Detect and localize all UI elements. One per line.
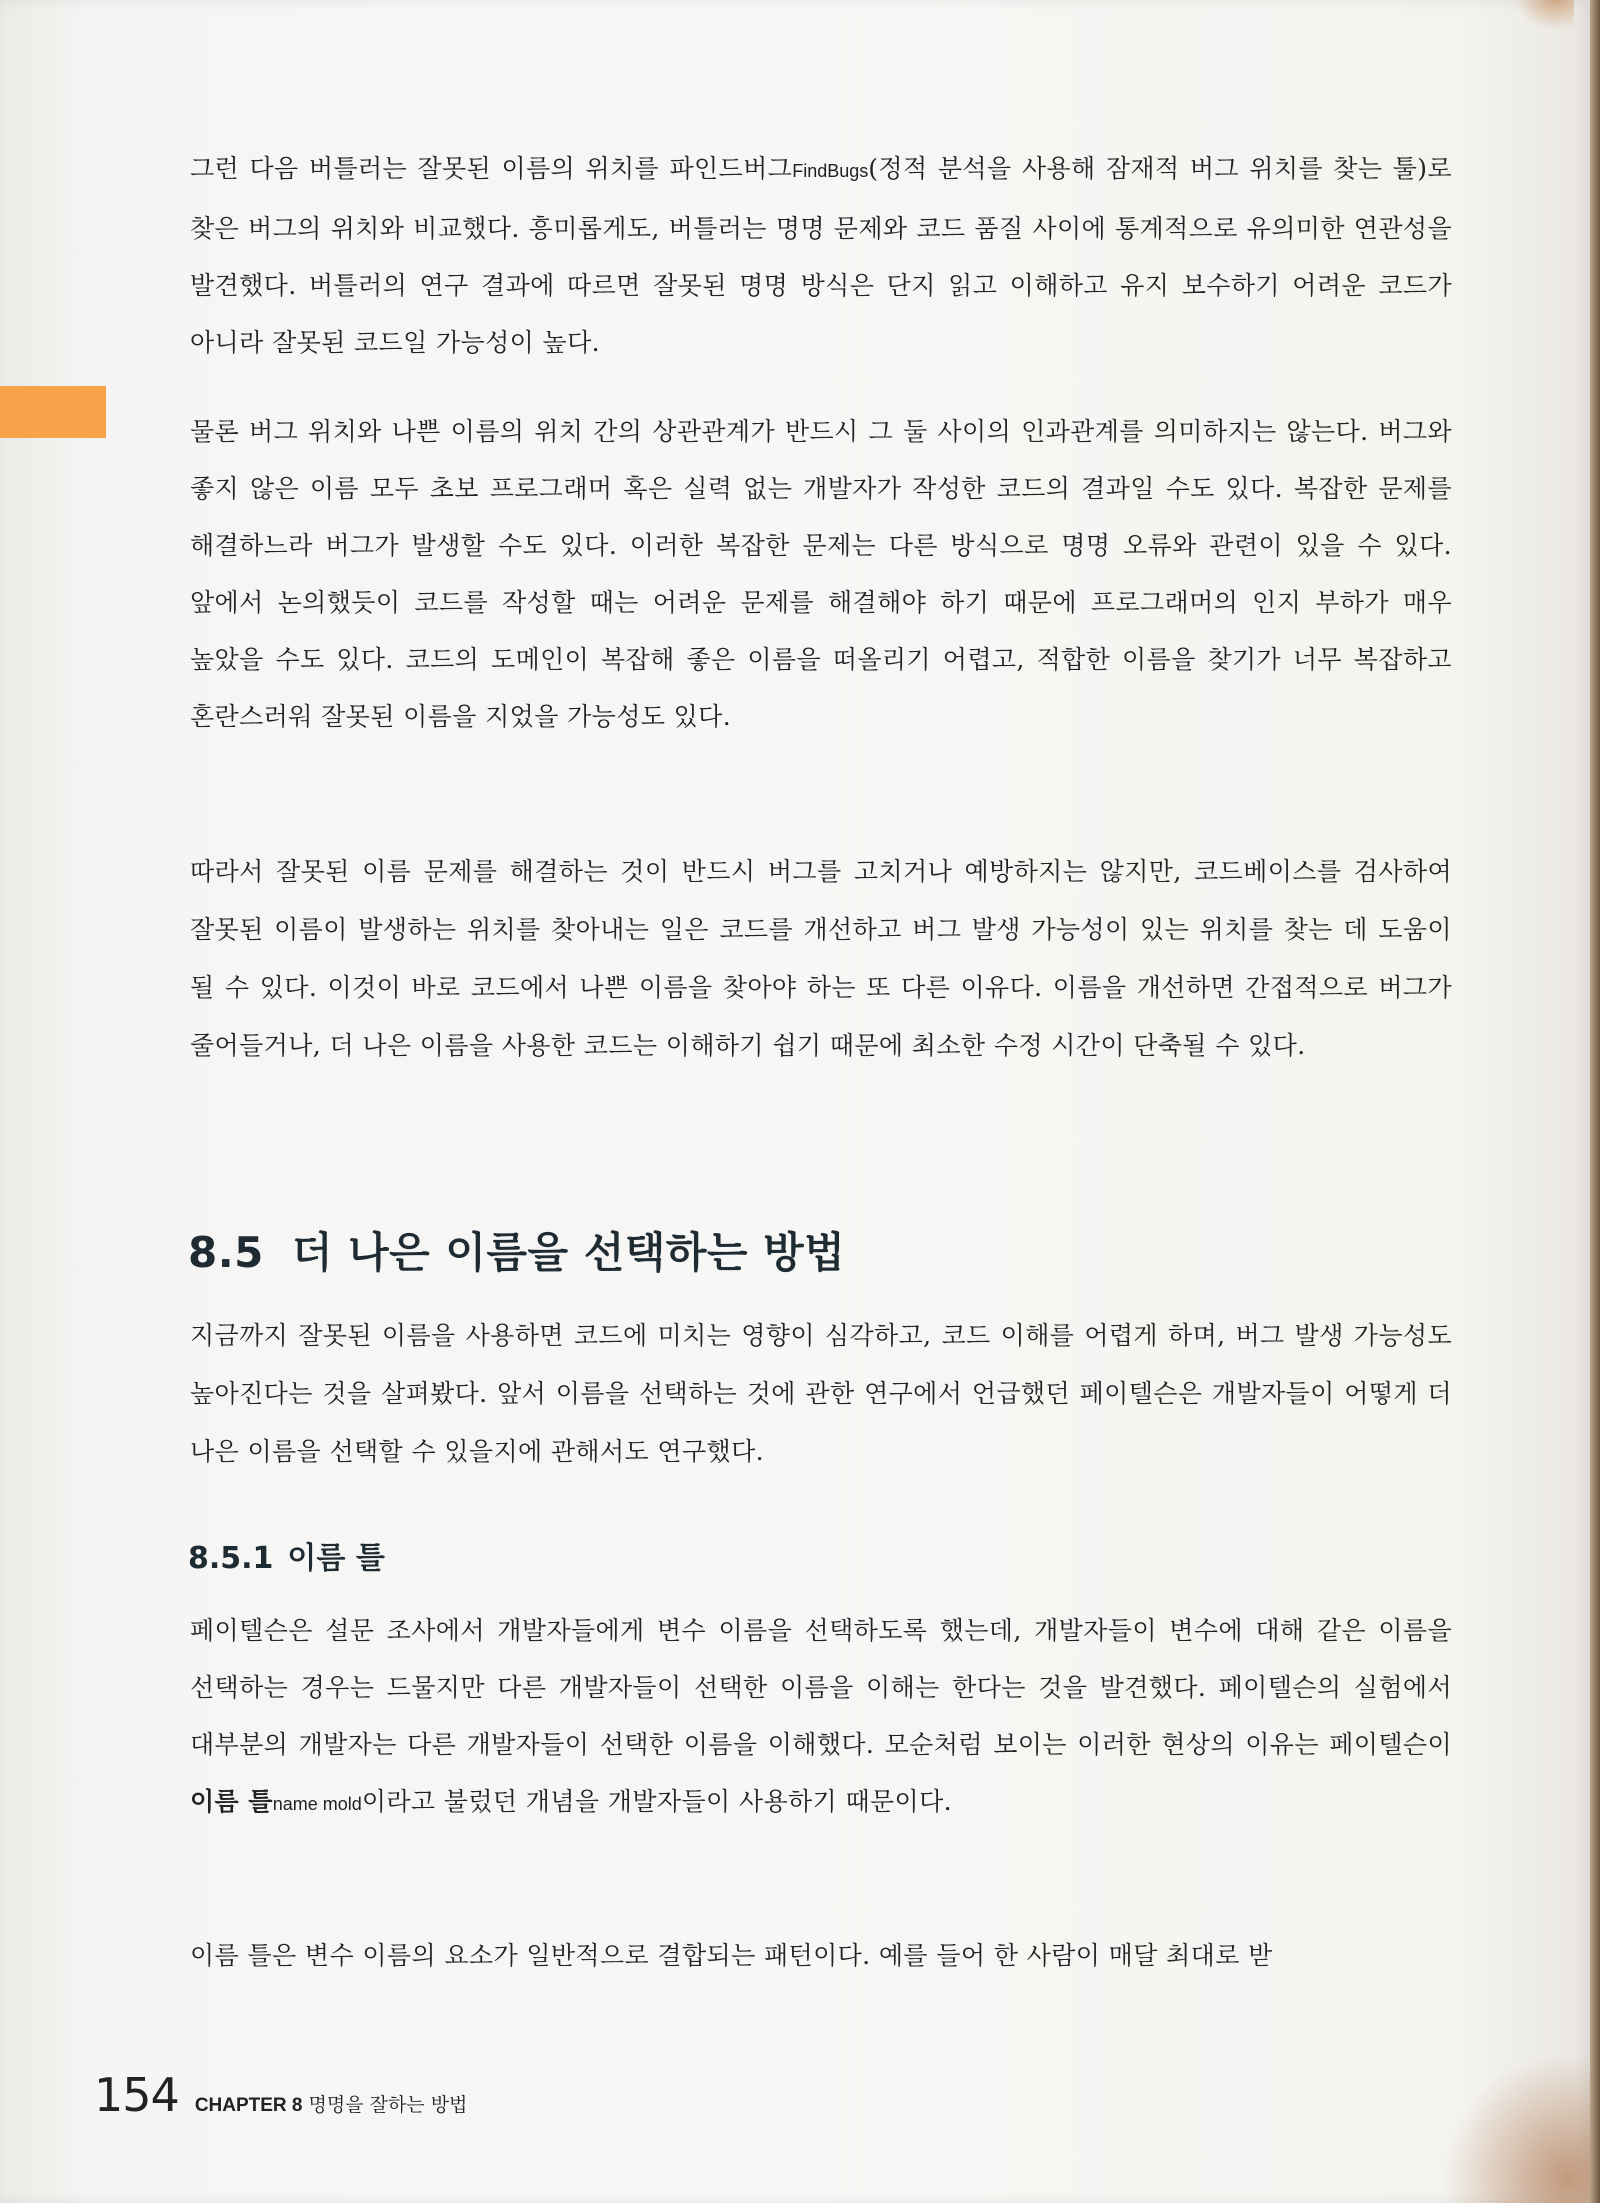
- chapter-title: 명명을 잘하는 방법: [308, 2094, 468, 2116]
- subsection-number: 8.5.1: [188, 1541, 274, 1576]
- page-stain-top: [1514, 0, 1574, 30]
- paragraph-2: 물론 버그 위치와 나쁜 이름의 위치 간의 상관관계가 반드시 그 둘 사이의 인과관계를 의미하지는 않는다. 버그와 좋지 않은 이름 모두 초보 프로그래머 혹은 실력 없는 개발자가 작성한 코드의 결과일 수도 있다. 복잡한 문제를 해결하느라 버그가 발생할 수도 있다. 이러한 복잡한 문제는 다른 방식으로 명명 오류와 관련이 있을 수 있다. 앞에서 논의했듯이 코드를 작성할 때는 어려운 문제를 해결해야 하기 때문에 프로그래머의 인지 부하가 매우 높았을 수도 있다. 코드의 도메인이 복잡해 좋은 이름을 떠올리기 어렵고, 적합한 이름을 찾기가 너무 복잡하고 혼란스러워 잘못된 이름을 지었을 가능성도 있다.: [190, 417, 1452, 731]
- paragraph-5-text-b: 이라고 불렀던 개념을 개발자들이 사용하기 때문이다.: [361, 1787, 952, 1816]
- paragraph-1-text-b: (정적 분석을 사용해 잠재적 버그 위치를 찾는 툴)로 찾은 버그의 위치와 비교했다. 흥미롭게도, 버틀러는 명명 문제와 코드 품질 사이에 통계적으로 유의미한 연관성을 발견했다. 버틀러의 연구 결과에 따르면 잘못된 명명 방식은 단지 읽고 이해하고 유지 보수하기 어려운 코드가 아니라 잘못된 코드일 가능성이 높다.: [190, 154, 1452, 357]
- subsection-title: 이름 틀: [287, 1541, 385, 1576]
- paragraph-1-text-a: 그런 다음 버틀러는 잘못된 이름의 위치를 파인드버그: [190, 154, 793, 183]
- paragraph-5-bold-term: 이름 틀: [190, 1787, 273, 1816]
- paragraph-6: 이름 틀은 변수 이름의 요소가 일반적으로 결합되는 패턴이다. 예를 들어 한 사람이 매달 최대로 받: [190, 1941, 1273, 1970]
- section-number: 8.5: [188, 1228, 264, 1277]
- paragraph-1: [190, 140, 1452, 371]
- paragraph-4: 지금까지 잘못된 이름을 사용하면 코드에 미치는 영향이 심각하고, 코드 이해를 어렵게 하며, 버그 발생 가능성도 높아진다는 것을 살펴봤다. 앞서 이름을 선택하는 것에 관한 연구에서 언급했던 페이텔슨은 개발자들이 어떻게 더 나은 이름을 선택할 수 있을지에 관해서도 연구했다.: [190, 1321, 1452, 1466]
- section-heading: [188, 1220, 845, 1280]
- paragraph-5: [190, 1602, 1452, 1833]
- section-title: 더 나은 이름을 선택하는 방법: [291, 1228, 846, 1277]
- page-edge: [1590, 0, 1600, 2203]
- paragraph-5-english-term: name mold: [272, 1794, 362, 1814]
- chapter-label: CHAPTER 8: [194, 2095, 303, 2116]
- paragraph-1-english-term: FindBugs: [792, 161, 869, 181]
- page-footer: [94, 2068, 467, 2122]
- paragraph-3: 따라서 잘못된 이름 문제를 해결하는 것이 반드시 버그를 고치거나 예방하지는 않지만, 코드베이스를 검사하여 잘못된 이름이 발생하는 위치를 찾아내는 일은 코드를 개선하고 버그 발생 가능성이 있는 위치를 찾는 데 도움이 될 수 있다. 이것이 바로 코드에서 나쁜 이름을 찾아야 하는 또 다른 이유다. 이름을 개선하면 간접적으로 버그가 줄어들거나, 더 나은 이름을 사용한 코드는 이해하기 쉽기 때문에 최소한 수정 시간이 단축될 수 있다.: [190, 857, 1452, 1060]
- chapter-tab-marker: [0, 386, 106, 438]
- page-number: 154: [94, 2068, 179, 2122]
- subsection-heading: [188, 1533, 385, 1577]
- paragraph-5-text-a: 페이텔슨은 설문 조사에서 개발자들에게 변수 이름을 선택하도록 했는데, 개발자들이 변수에 대해 같은 이름을 선택하는 경우는 드물지만 다른 개발자들이 선택한 이름을 이해는 한다는 것을 발견했다. 페이텔슨의 실험에서 대부분의 개발자는 다른 개발자들이 선택한 이름을 이해했다. 모순처럼 보이는 이러한 현상의 이유는 페이텔슨이: [190, 1616, 1452, 1759]
- page-stain-bottom: [1432, 2043, 1592, 2203]
